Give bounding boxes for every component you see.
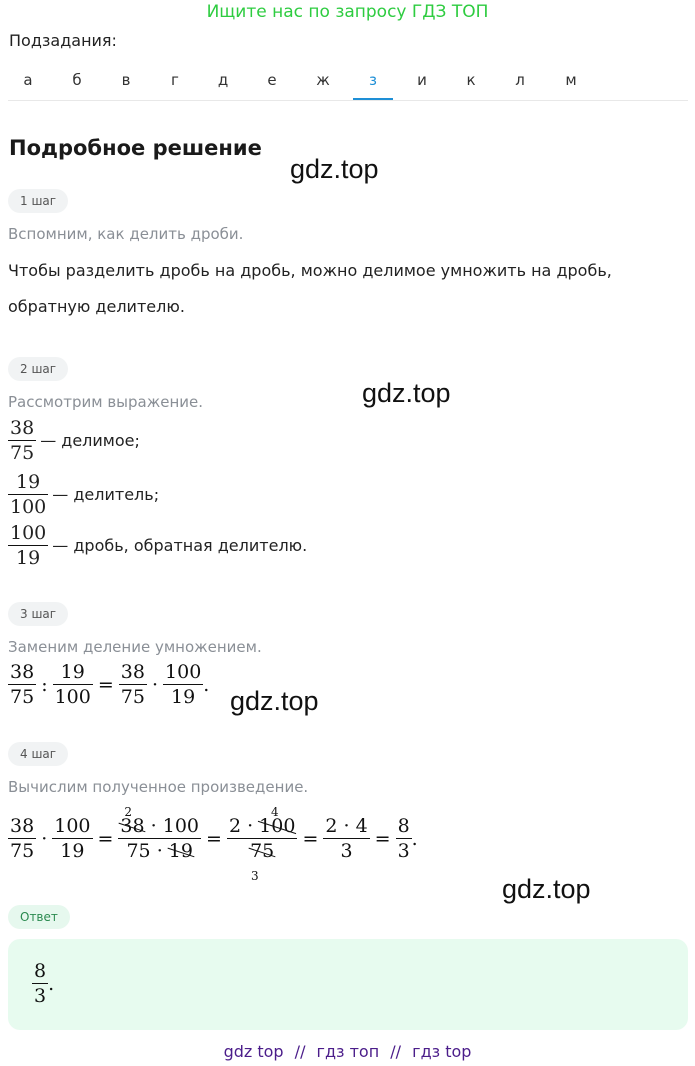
answer-box (8, 939, 688, 1030)
fraction: $\frac{2 \cdot 4}{3}$ (325, 815, 368, 862)
step-text: Чтобы разделить дробь на дробь, можно делимое умножить на дробь, (8, 261, 612, 280)
expression-row (8, 416, 140, 465)
tab-a[interactable]: а (23, 71, 33, 89)
step-badge: 2 шаг (8, 357, 68, 381)
tab-z[interactable]: з (353, 62, 393, 100)
expression-label: — делитель; (52, 485, 160, 504)
fraction-cancelled: 4 2 · 100 75 3 (228, 805, 296, 883)
expression-label: — дробь, обратная делителю. (52, 536, 308, 555)
expression-row (8, 521, 307, 570)
footer-link[interactable]: gdz top (223, 1042, 284, 1061)
subtasks-title: Подзадания: (9, 31, 117, 50)
math-expression: $\frac{38}{75}$ : $\frac{19}{100}$ = $\frac{38}{75}$ · $\frac{100}{19}$ . (10, 661, 210, 708)
fraction: $\frac{8}{3}$ (397, 815, 410, 862)
promo-banner[interactable]: Ищите нас по запросу ГДЗ ТОП (206, 2, 489, 22)
fraction: $\frac{100}{19}$ (165, 661, 202, 708)
expression-label: — делимое; (40, 431, 140, 450)
answer-badge: Ответ (8, 905, 70, 929)
tab-k[interactable]: к (466, 71, 476, 89)
section-title: Подробное решение (9, 136, 262, 160)
tab-e[interactable]: е (267, 71, 277, 89)
tab-l[interactable]: л (515, 71, 525, 89)
step-text: обратную делителю. (8, 297, 185, 316)
footer-links (0, 1042, 695, 1061)
watermark: gdz.top (230, 686, 319, 716)
step-badge: 3 шаг (8, 602, 68, 626)
step-hint: Вспомним, как делить дроби. (8, 225, 244, 243)
tab-zh[interactable]: ж (316, 71, 330, 89)
tab-m[interactable]: м (565, 71, 577, 89)
tab-b[interactable]: б (72, 71, 82, 89)
fraction: $\frac{19}{100}$ (10, 471, 47, 518)
step-hint: Рассмотрим выражение. (8, 393, 204, 411)
footer-link[interactable]: гдз top (412, 1042, 472, 1061)
fraction: $\frac{8}{3}$ (34, 960, 47, 1007)
fraction: $\frac{38}{75}$ (10, 417, 35, 464)
subtask-tabs (8, 62, 688, 101)
fraction: $\frac{100}{19}$ (10, 522, 47, 569)
fraction: $\frac{38}{75}$ (10, 815, 35, 862)
footer-separator: // (294, 1042, 306, 1061)
footer-separator: // (390, 1042, 402, 1061)
expression-row (8, 470, 159, 519)
watermark: gdz.top (290, 154, 379, 184)
watermark: gdz.top (362, 378, 451, 408)
watermark: gdz.top (502, 874, 591, 904)
answer-expression: $\frac{8}{3}$ . (34, 960, 55, 1007)
step-hint: Заменим деление умножением. (8, 638, 262, 656)
tab-v[interactable]: в (121, 71, 131, 89)
step-hint: Вычислим полученное произведение. (8, 778, 309, 796)
tab-i[interactable]: и (417, 71, 427, 89)
step-badge: 1 шаг (8, 189, 68, 213)
tab-d[interactable]: д (217, 71, 229, 89)
fraction: $\frac{19}{100}$ (54, 661, 91, 708)
fraction: $\frac{38}{75}$ (120, 661, 145, 708)
fraction-cancelled: 2 38 · 100 75 · 19 (120, 805, 200, 862)
step-badge: 4 шаг (8, 742, 68, 766)
tab-g[interactable]: г (171, 71, 179, 89)
footer-link[interactable]: гдз топ (316, 1042, 380, 1061)
math-expression: $\frac{38}{75}$ · $\frac{100}{19}$ = 2 38 · 100 75 · 19 = 4 2 · 100 75 3 = $\frac{2 \cdot 4}{3}$ = $\frac{8}{3}$ . (10, 805, 418, 883)
fraction: $\frac{38}{75}$ (10, 661, 35, 708)
fraction: $\frac{100}{19}$ (54, 815, 91, 862)
